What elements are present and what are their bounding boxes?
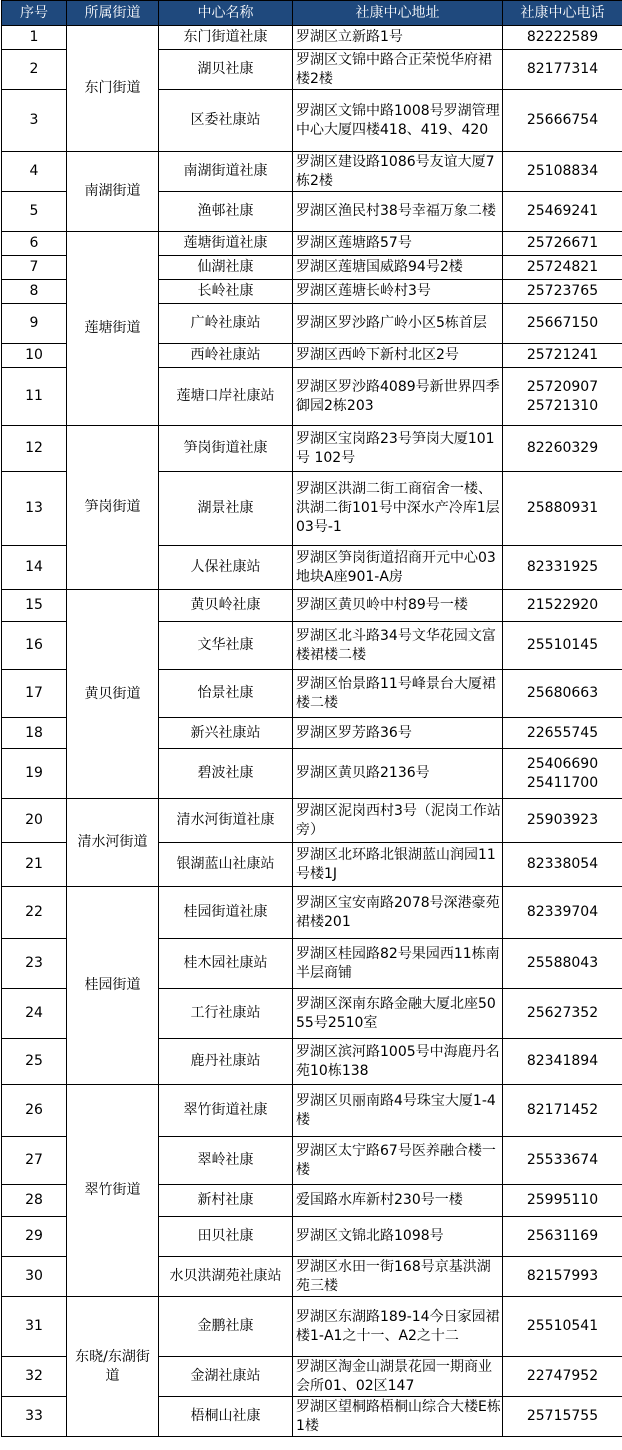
table-row xyxy=(2,426,622,472)
center-phone xyxy=(503,1039,622,1085)
row-number: 5 xyxy=(2,192,67,232)
header-street: 所属街道 xyxy=(67,1,159,26)
center-address: 罗湖区罗沙路4089号新世界四季御园2栋203 xyxy=(293,368,503,426)
center-name: 莲塘口岸社康站 xyxy=(159,368,293,426)
phone-number: 25880931 xyxy=(526,500,599,516)
center-address: 罗湖区黄贝路2136号 xyxy=(293,749,503,799)
center-address: 罗湖区罗芳路36号 xyxy=(293,718,503,749)
phone-number: 25903923 xyxy=(526,812,599,828)
center-phone xyxy=(503,1217,622,1257)
header-phone: 社康中心电话 xyxy=(503,1,622,26)
center-phone xyxy=(503,1085,622,1137)
center-name: 工行社康站 xyxy=(159,989,293,1039)
center-name: 区委社康站 xyxy=(159,90,293,152)
phone-number: 25723765 xyxy=(526,283,599,299)
street-cell: 莲塘街道 xyxy=(67,232,159,426)
center-address: 罗湖区文锦北路1098号 xyxy=(293,1217,503,1257)
clinic-table xyxy=(1,0,622,1437)
row-number: 21 xyxy=(2,843,67,887)
center-name: 南湖街道社康 xyxy=(159,152,293,192)
phone-number: 25631169 xyxy=(526,1228,599,1244)
center-phone xyxy=(503,843,622,887)
center-address: 罗湖区宝安南路2078号深港豪苑裙楼201 xyxy=(293,887,503,939)
street-cell: 笋岗街道 xyxy=(67,426,159,590)
center-address: 罗湖区贝丽南路4号珠宝大厦1-4楼 xyxy=(293,1085,503,1137)
center-phone xyxy=(503,1357,622,1397)
center-name: 莲塘街道社康 xyxy=(159,232,293,256)
phone-number: 82171452 xyxy=(526,1102,599,1118)
phone-number: 25715755 xyxy=(526,1408,599,1424)
center-address: 罗湖区莲塘国威路94号2楼 xyxy=(293,256,503,280)
center-phone xyxy=(503,1397,622,1437)
street-cell: 东门街道 xyxy=(67,26,159,152)
center-name: 桂园街道社康 xyxy=(159,887,293,939)
row-number: 17 xyxy=(2,670,67,718)
center-address: 罗湖区泥岗西村3号（泥岗工作站旁） xyxy=(293,799,503,843)
phone-number-secondary: 25411700 xyxy=(526,774,599,791)
table-row xyxy=(2,1297,622,1357)
center-address: 罗湖区立新路1号 xyxy=(293,26,503,50)
center-phone xyxy=(503,989,622,1039)
center-address: 罗湖区水田一街168号京基洪湖苑三楼 xyxy=(293,1257,503,1297)
center-name: 广岭社康站 xyxy=(159,304,293,344)
center-name: 文华社康 xyxy=(159,622,293,670)
row-number: 12 xyxy=(2,426,67,472)
row-number: 7 xyxy=(2,256,67,280)
phone-number: 25995110 xyxy=(526,1192,599,1208)
center-name: 鹿丹社康站 xyxy=(159,1039,293,1085)
row-number: 11 xyxy=(2,368,67,426)
center-address: 罗湖区文锦中路合正荣悦华府裙楼2楼 xyxy=(293,50,503,90)
phone-number: 25667150 xyxy=(526,315,599,331)
phone-number: 82338054 xyxy=(526,856,599,872)
center-address: 罗湖区滨河路1005号中海鹿丹名苑10栋138 xyxy=(293,1039,503,1085)
center-phone xyxy=(503,304,622,344)
row-number: 3 xyxy=(2,90,67,152)
center-address: 罗湖区渔民村38号幸福万象二楼 xyxy=(293,192,503,232)
phone-number: 25510145 xyxy=(526,637,599,653)
center-address: 罗湖区罗沙路广岭小区5栋首层 xyxy=(293,304,503,344)
row-number: 28 xyxy=(2,1185,67,1217)
row-number: 29 xyxy=(2,1217,67,1257)
table-row xyxy=(2,887,622,939)
center-phone xyxy=(503,1137,622,1185)
header-row xyxy=(2,1,622,26)
center-phone xyxy=(503,256,622,280)
phone-number: 22747952 xyxy=(526,1368,599,1384)
phone-number: 25469241 xyxy=(526,203,599,219)
row-number: 16 xyxy=(2,622,67,670)
center-address: 罗湖区洪湖二街工商宿舍一楼、洪湖二街101号中深水产冷库1层03号-1 xyxy=(293,472,503,546)
center-address: 罗湖区笋岗街道招商开元中心03地块A座901-A房 xyxy=(293,546,503,590)
center-name: 人保社康站 xyxy=(159,546,293,590)
phone-number: 25720907 xyxy=(526,378,599,395)
phone-number: 25108834 xyxy=(526,163,599,179)
table-row xyxy=(2,799,622,843)
center-name: 西岭社康站 xyxy=(159,344,293,368)
center-address: 罗湖区文锦中路1008号罗湖管理中心大厦四楼418、419、420 xyxy=(293,90,503,152)
row-number: 15 xyxy=(2,590,67,622)
center-name: 仙湖社康 xyxy=(159,256,293,280)
phone-number: 25510541 xyxy=(526,1318,599,1334)
table-row xyxy=(2,1085,622,1137)
center-name: 桂木园社康站 xyxy=(159,939,293,989)
center-phone xyxy=(503,670,622,718)
phone-number: 21522920 xyxy=(526,597,599,613)
street-cell: 黄贝街道 xyxy=(67,590,159,799)
center-name: 水贝洪湖苑社康站 xyxy=(159,1257,293,1297)
phone-number: 25627352 xyxy=(526,1005,599,1021)
center-name: 怡景社康 xyxy=(159,670,293,718)
center-address: 罗湖区宝岗路23号笋岗大厦101号 102号 xyxy=(293,426,503,472)
row-number: 27 xyxy=(2,1137,67,1185)
center-phone xyxy=(503,546,622,590)
center-address: 罗湖区西岭下新村北区2号 xyxy=(293,344,503,368)
center-name: 清水河街道社康 xyxy=(159,799,293,843)
center-address: 罗湖区建设路1086号友谊大厦7栋2楼 xyxy=(293,152,503,192)
center-name: 田贝社康 xyxy=(159,1217,293,1257)
center-address: 罗湖区怡景路11号峰景台大厦裙楼二楼 xyxy=(293,670,503,718)
row-number: 23 xyxy=(2,939,67,989)
row-number: 9 xyxy=(2,304,67,344)
phone-number: 25680663 xyxy=(526,685,599,701)
center-address: 罗湖区太宁路67号医养融合楼一楼 xyxy=(293,1137,503,1185)
center-name: 湖景社康 xyxy=(159,472,293,546)
header-number: 序号 xyxy=(2,1,67,26)
center-phone xyxy=(503,426,622,472)
center-address: 罗湖区淘金山湖景花园一期商业会所01、02区147 xyxy=(293,1357,503,1397)
center-phone xyxy=(503,749,622,799)
center-phone xyxy=(503,799,622,843)
row-number: 8 xyxy=(2,280,67,304)
phone-number: 25533674 xyxy=(526,1152,599,1168)
center-name: 梧桐山社康 xyxy=(159,1397,293,1437)
header-address: 社康中心地址 xyxy=(293,1,503,26)
row-number: 2 xyxy=(2,50,67,90)
table-row xyxy=(2,152,622,192)
row-number: 31 xyxy=(2,1297,67,1357)
center-name: 翠岭社康 xyxy=(159,1137,293,1185)
phone-number-secondary: 25721310 xyxy=(526,397,599,414)
center-phone xyxy=(503,232,622,256)
row-number: 20 xyxy=(2,799,67,843)
center-name: 黄贝岭社康 xyxy=(159,590,293,622)
header-center-name: 中心名称 xyxy=(159,1,293,26)
table-row xyxy=(2,26,622,50)
phone-number: 82260329 xyxy=(526,440,599,456)
street-cell: 南湖街道 xyxy=(67,152,159,232)
phone-number: 25588043 xyxy=(526,955,599,971)
center-address: 罗湖区莲塘路57号 xyxy=(293,232,503,256)
table-row xyxy=(2,590,622,622)
center-address: 爱国路水库新村230号一楼 xyxy=(293,1185,503,1217)
table-body xyxy=(2,26,622,1437)
phone-number: 82177314 xyxy=(526,61,599,77)
row-number: 19 xyxy=(2,749,67,799)
row-number: 10 xyxy=(2,344,67,368)
center-phone xyxy=(503,472,622,546)
center-phone xyxy=(503,280,622,304)
center-name: 新村社康 xyxy=(159,1185,293,1217)
table-row xyxy=(2,232,622,256)
center-name: 银湖蓝山社康站 xyxy=(159,843,293,887)
phone-number: 82341894 xyxy=(526,1053,599,1069)
phone-number: 25721241 xyxy=(526,347,599,363)
street-cell: 桂园街道 xyxy=(67,887,159,1085)
phone-number: 25724821 xyxy=(526,259,599,275)
center-phone xyxy=(503,344,622,368)
phone-number: 82222589 xyxy=(526,29,599,45)
phone-number: 82339704 xyxy=(526,904,599,920)
center-address: 罗湖区黄贝岭中村89号一楼 xyxy=(293,590,503,622)
street-cell: 清水河街道 xyxy=(67,799,159,887)
center-address: 罗湖区莲塘长岭村3号 xyxy=(293,280,503,304)
row-number: 18 xyxy=(2,718,67,749)
row-number: 6 xyxy=(2,232,67,256)
center-phone xyxy=(503,1257,622,1297)
phone-number: 82331925 xyxy=(526,559,599,575)
center-phone xyxy=(503,1297,622,1357)
center-phone xyxy=(503,590,622,622)
center-phone xyxy=(503,152,622,192)
row-number: 24 xyxy=(2,989,67,1039)
row-number: 25 xyxy=(2,1039,67,1085)
row-number: 1 xyxy=(2,26,67,50)
center-name: 笋岗街道社康 xyxy=(159,426,293,472)
center-address: 罗湖区北环路北银湖蓝山润园11号楼1J xyxy=(293,843,503,887)
center-address: 罗湖区东湖路189-14今日家园裙楼1-A1之十一、A2之十二 xyxy=(293,1297,503,1357)
row-number: 4 xyxy=(2,152,67,192)
center-name: 新兴社康站 xyxy=(159,718,293,749)
row-number: 13 xyxy=(2,472,67,546)
street-cell: 东晓/东湖街道 xyxy=(67,1297,159,1437)
phone-number: 25406690 xyxy=(526,755,599,772)
center-name: 碧波社康 xyxy=(159,749,293,799)
row-number: 32 xyxy=(2,1357,67,1397)
center-phone xyxy=(503,939,622,989)
center-phone xyxy=(503,622,622,670)
row-number: 33 xyxy=(2,1397,67,1437)
center-address: 罗湖区北斗路34号文华花园文富楼裙楼二楼 xyxy=(293,622,503,670)
center-phone xyxy=(503,718,622,749)
center-address: 罗湖区桂园路82号果园西11栋南半层商铺 xyxy=(293,939,503,989)
center-name: 翠竹街道社康 xyxy=(159,1085,293,1137)
center-name: 东门街道社康 xyxy=(159,26,293,50)
row-number: 14 xyxy=(2,546,67,590)
center-phone xyxy=(503,50,622,90)
phone-number: 25666754 xyxy=(526,112,599,128)
center-phone xyxy=(503,368,622,426)
center-phone xyxy=(503,887,622,939)
row-number: 30 xyxy=(2,1257,67,1297)
center-phone xyxy=(503,26,622,50)
center-name: 金鹏社康 xyxy=(159,1297,293,1357)
center-name: 长岭社康 xyxy=(159,280,293,304)
center-phone xyxy=(503,90,622,152)
center-address: 罗湖区深南东路金融大厦北座5055号2510室 xyxy=(293,989,503,1039)
phone-number: 25726671 xyxy=(526,235,599,251)
center-name: 湖贝社康 xyxy=(159,50,293,90)
phone-number: 22655745 xyxy=(526,724,599,741)
phone-number: 82157993 xyxy=(526,1268,599,1284)
row-number: 26 xyxy=(2,1085,67,1137)
row-number: 22 xyxy=(2,887,67,939)
center-phone xyxy=(503,1185,622,1217)
center-name: 渔邨社康 xyxy=(159,192,293,232)
center-phone xyxy=(503,192,622,232)
center-name: 金湖社康站 xyxy=(159,1357,293,1397)
street-cell: 翠竹街道 xyxy=(67,1085,159,1297)
center-address: 罗湖区望桐路梧桐山综合大楼E栋1楼 xyxy=(293,1397,503,1437)
